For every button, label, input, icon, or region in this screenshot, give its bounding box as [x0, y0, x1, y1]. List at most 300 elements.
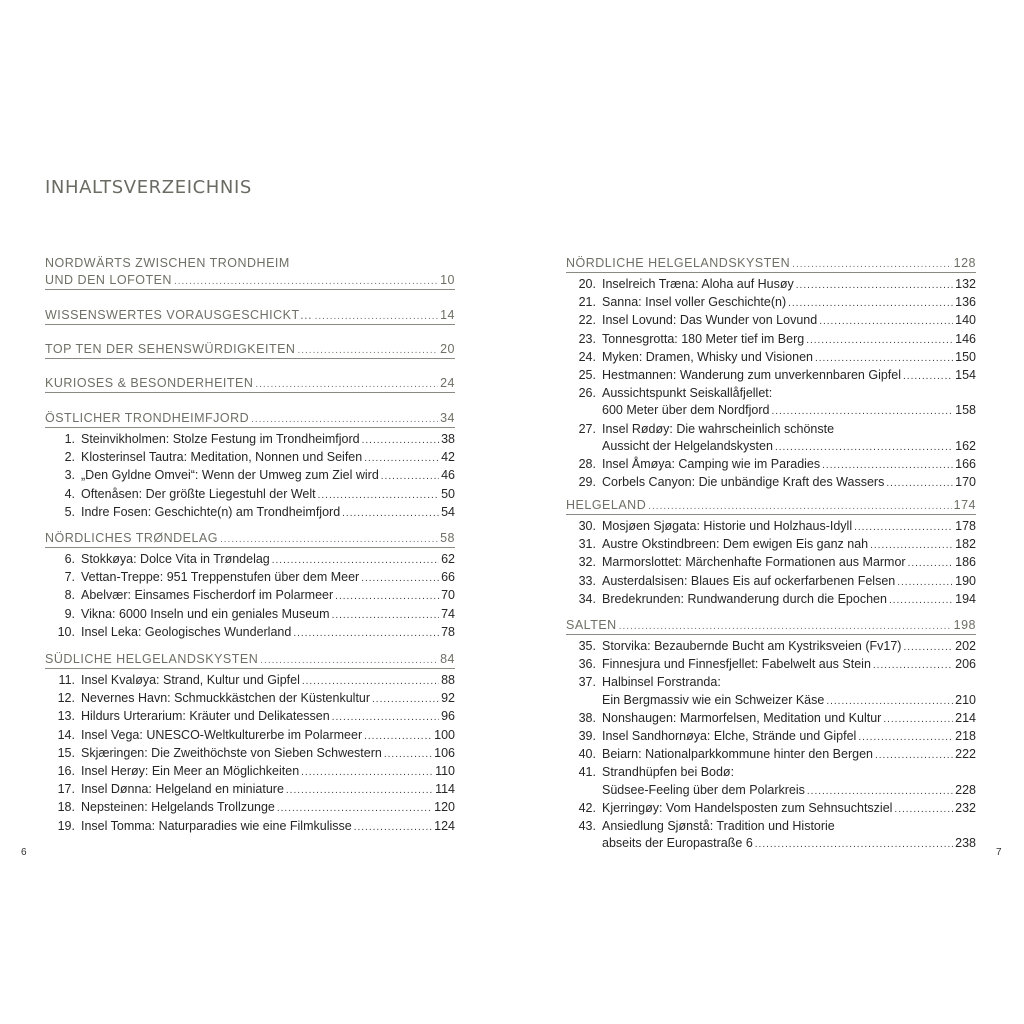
leader-dots	[648, 498, 951, 515]
entry-body	[602, 746, 976, 764]
entry-page-number: 46	[441, 468, 455, 483]
leader-dots	[384, 746, 432, 763]
entry-body	[81, 690, 455, 708]
entry-number: 14.	[57, 727, 75, 742]
toc-entry	[566, 294, 976, 312]
entry-page-number: 238	[955, 836, 976, 851]
entry-page-number: 140	[955, 313, 976, 328]
entry-line	[602, 674, 976, 691]
entry-number: 29.	[578, 475, 596, 490]
entry-text: Südsee-Feeling über dem Polarkreis	[602, 782, 805, 797]
section-heading	[45, 530, 455, 548]
entry-body	[81, 449, 455, 467]
toc-entry	[566, 818, 976, 853]
leader-dots	[362, 432, 439, 449]
entry-number: 26.	[578, 386, 596, 401]
section-heading-line: NORDWÄRTS ZWISCHEN TRONDHEIM	[45, 256, 290, 270]
entry-page-number: 186	[955, 555, 976, 570]
entry-number: 3.	[64, 468, 75, 483]
entry-page-number: 110	[435, 764, 455, 779]
toc-entry	[566, 385, 976, 420]
leader-dots	[873, 657, 953, 674]
entry-list	[566, 276, 976, 492]
toc-entry	[45, 727, 455, 745]
toc-section	[566, 497, 976, 609]
entry-text: Tonnesgrotta: 180 Meter tief im Berg	[602, 331, 805, 346]
entry-number: 18.	[57, 800, 75, 815]
entry-page-number: 214	[955, 710, 976, 725]
leader-dots	[819, 313, 953, 330]
toc-entry	[566, 638, 976, 656]
entry-body	[602, 294, 976, 312]
toc-entry	[566, 367, 976, 385]
section-heading-last-line	[45, 272, 455, 289]
section-page-number: 24	[440, 376, 455, 390]
entry-body	[81, 504, 455, 522]
toc-section	[45, 530, 455, 642]
entry-page-number: 162	[955, 438, 976, 453]
entry-text: Stokkøya: Dolce Vita in Trøndelag	[81, 552, 270, 566]
section-heading-text: TOP TEN DER SEHENSWÜRDIGKEITEN	[45, 342, 296, 356]
entry-page-number: 70	[441, 588, 455, 603]
entry-body	[602, 554, 976, 572]
entry-page-number: 114	[435, 782, 455, 797]
leader-dots	[807, 783, 953, 800]
toc-entry	[45, 672, 455, 690]
entry-line	[602, 818, 976, 835]
leader-dots	[889, 592, 953, 609]
leader-dots	[886, 475, 953, 492]
leader-dots	[775, 439, 953, 456]
entry-number: 20.	[578, 277, 596, 291]
leader-dots	[220, 531, 438, 548]
entry-number: 38.	[578, 710, 596, 725]
leader-dots	[619, 618, 952, 635]
entry-page-number: 100	[434, 727, 455, 742]
leader-dots	[771, 403, 953, 420]
entry-text: Myken: Dramen, Whisky und Visionen	[602, 349, 813, 364]
entry-line	[602, 800, 976, 818]
entry-body	[602, 367, 976, 385]
entry-number: 9.	[64, 606, 75, 621]
toc-entry	[566, 746, 976, 764]
entry-page-number: 206	[955, 657, 976, 672]
entry-body	[81, 467, 455, 485]
toc-section	[45, 651, 455, 836]
entry-number: 17.	[57, 782, 75, 797]
leader-dots	[272, 552, 439, 569]
entry-page-number: 132	[955, 277, 976, 291]
toc-entry	[45, 587, 455, 605]
entry-line	[81, 708, 455, 726]
toc-entry	[45, 624, 455, 642]
section-page-number: 198	[953, 618, 976, 632]
section-page-number: 34	[440, 411, 455, 425]
entry-body	[602, 638, 976, 656]
entry-body	[81, 799, 455, 817]
entry-page-number: 66	[441, 570, 455, 585]
entry-body	[602, 349, 976, 367]
entry-text: Austerdalsisen: Blaues Eis auf ockerfarbenen Felsen	[602, 573, 896, 588]
leader-dots	[297, 342, 438, 359]
section-page-number: 128	[953, 256, 976, 270]
entry-body	[602, 421, 976, 456]
leader-dots	[788, 295, 953, 312]
entry-body	[602, 536, 976, 554]
toc-entry	[566, 312, 976, 330]
toc-entry	[45, 690, 455, 708]
entry-page-number: 120	[434, 800, 455, 815]
leader-dots	[372, 691, 439, 708]
entry-body	[81, 431, 455, 449]
toc-entry	[45, 799, 455, 817]
entry-body	[81, 708, 455, 726]
entry-text: Nevernes Havn: Schmuckkästchen der Küstenkultur	[81, 691, 371, 706]
entry-page-number: 92	[441, 691, 455, 706]
toc-entry	[566, 518, 976, 536]
leader-dots	[903, 639, 953, 656]
leader-dots	[381, 468, 439, 485]
entry-page-number: 182	[955, 537, 976, 552]
entry-text: Storvika: Bezaubernde Bucht am Kystriksveien (Fv17)	[602, 639, 902, 653]
entry-number: 1.	[64, 432, 75, 446]
entry-text: Beiarn: Nationalparkkommune hinter den Bergen	[602, 747, 873, 762]
entry-text: Vikna: 6000 Inseln und ein geniales Museum	[81, 606, 330, 621]
section-heading-text: SÜDLICHE HELGELANDSKYSTEN	[45, 652, 259, 666]
entry-text: Abelvær: Einsames Fischerdorf im Polarmeer	[81, 588, 334, 603]
section-heading	[45, 375, 455, 393]
leader-dots	[796, 277, 953, 294]
entry-page-number: 166	[955, 457, 976, 472]
entry-body	[602, 818, 976, 853]
entry-body	[602, 385, 976, 420]
entry-text: Marmorslottet: Märchenhafte Formationen aus Marmor	[602, 555, 906, 570]
leader-dots	[315, 308, 439, 325]
toc-section	[45, 410, 455, 522]
entry-text: Corbels Canyon: Die unbändige Kraft des Wassers	[602, 475, 885, 490]
entry-page-number: 228	[955, 782, 976, 797]
section-heading	[566, 497, 976, 515]
toc-entry	[45, 781, 455, 799]
entry-text: Halbinsel Forstranda:	[602, 675, 721, 690]
entry-text: Nonshaugen: Marmorfelsen, Meditation und Kultur	[602, 710, 882, 725]
entry-line	[81, 486, 455, 504]
entry-number: 43.	[578, 819, 596, 834]
entry-text: Oftenåsen: Der größte Liegestuhl der Welt	[81, 486, 316, 501]
entry-page-number: 88	[441, 673, 455, 687]
entry-list	[45, 431, 455, 522]
entry-line	[602, 474, 976, 492]
entry-list	[45, 672, 455, 836]
entry-body	[602, 591, 976, 609]
toc-entry	[45, 606, 455, 624]
toc-section	[45, 307, 455, 325]
toc-entry	[566, 591, 976, 609]
page-title: INHALTSVERZEICHNIS	[45, 177, 252, 198]
entry-body	[81, 781, 455, 799]
leader-dots	[822, 457, 953, 474]
entry-body	[81, 818, 455, 836]
entry-number: 42.	[578, 800, 596, 815]
entry-line	[602, 638, 976, 656]
entry-number: 40.	[578, 747, 596, 762]
entry-line	[81, 606, 455, 624]
section-heading-text: KURIOSES & BESONDERHEITEN	[45, 376, 254, 390]
toc-entry	[566, 554, 976, 572]
toc-entry	[45, 569, 455, 587]
section-page-number: 174	[953, 498, 976, 512]
toc-entry	[566, 728, 976, 746]
entry-body	[602, 656, 976, 674]
section-heading-text: HELGELAND	[566, 498, 647, 512]
entry-number: 33.	[578, 573, 596, 588]
entry-page-number: 78	[441, 624, 455, 639]
entry-page-number: 210	[955, 692, 976, 707]
entry-line	[81, 467, 455, 485]
entry-number: 28.	[578, 457, 596, 472]
entry-line	[81, 551, 455, 569]
entry-page-number: 50	[441, 486, 455, 501]
entry-number: 24.	[578, 349, 596, 364]
leader-dots	[894, 801, 953, 818]
section-heading-text: NÖRDLICHES TRØNDELAG	[45, 531, 218, 545]
leader-dots	[815, 350, 953, 367]
entry-number: 11.	[58, 673, 75, 687]
section-heading	[566, 617, 976, 635]
leader-dots	[806, 332, 953, 349]
entry-page-number: 202	[955, 639, 976, 653]
entry-body	[81, 606, 455, 624]
entry-line	[602, 835, 976, 853]
leader-dots	[826, 693, 953, 710]
leader-dots	[870, 537, 953, 554]
leader-dots	[255, 376, 438, 393]
entry-number: 36.	[578, 657, 596, 672]
entry-page-number: 232	[955, 800, 976, 815]
entry-text: Finnesjura und Finnesfjellet: Fabelwelt aus Stein	[602, 657, 871, 672]
toc-entry	[566, 764, 976, 799]
entry-page-number: 54	[441, 504, 455, 519]
entry-line	[81, 818, 455, 836]
leader-dots	[293, 625, 439, 642]
toc-entry	[566, 456, 976, 474]
leader-dots	[251, 411, 438, 428]
leader-dots	[364, 450, 439, 467]
entry-number: 6.	[64, 552, 75, 566]
entry-number: 16.	[57, 764, 75, 779]
entry-text: Aussichtspunkt Seiskallåfjellet:	[602, 386, 773, 401]
entry-text: Aussicht der Helgelandskysten	[602, 438, 773, 453]
entry-line	[81, 431, 455, 449]
entry-text: Insel Dønna: Helgeland en miniature	[81, 782, 284, 797]
entry-line	[602, 710, 976, 728]
entry-list	[566, 638, 976, 853]
entry-line	[81, 745, 455, 763]
entry-line	[602, 728, 976, 746]
section-heading	[45, 410, 455, 428]
leader-dots	[335, 588, 439, 605]
toc-section	[566, 255, 976, 492]
entry-body	[81, 551, 455, 569]
entry-number: 8.	[64, 588, 75, 603]
entry-text: Insel Tomma: Naturparadies wie eine Filmkulisse	[81, 818, 352, 833]
entry-text: Sanna: Insel voller Geschichte(n)	[602, 295, 787, 310]
entry-page-number: 170	[955, 475, 976, 490]
entry-line	[602, 554, 976, 572]
entry-line	[602, 536, 976, 554]
entry-line	[602, 367, 976, 385]
entry-text: Bredekrunden: Rundwanderung durch die Epochen	[602, 591, 887, 606]
toc-entry	[566, 331, 976, 349]
entry-text: abseits der Europastraße 6	[602, 836, 753, 851]
entry-page-number: 178	[955, 519, 976, 533]
entry-line	[81, 781, 455, 799]
entry-line	[81, 449, 455, 467]
entry-line	[602, 746, 976, 764]
entry-page-number: 62	[441, 552, 455, 566]
leader-dots	[354, 819, 432, 836]
entry-line	[81, 504, 455, 522]
entry-text: Kjerringøy: Vom Handelsposten zum Sehnsuchtsziel	[602, 800, 893, 815]
entry-text: Ein Bergmassiv wie ein Schweizer Käse	[602, 692, 825, 707]
entry-body	[81, 763, 455, 781]
entry-line	[602, 656, 976, 674]
section-heading	[45, 651, 455, 669]
entry-body	[602, 518, 976, 536]
page-number-right: 7	[996, 847, 1002, 858]
toc-entry	[566, 710, 976, 728]
leader-dots	[908, 555, 954, 572]
entry-text: Ansiedlung Sjønstå: Tradition und Historie	[602, 819, 835, 834]
entry-number: 32.	[578, 555, 596, 570]
section-heading-text: ÖSTLICHER TRONDHEIMFJORD	[45, 411, 250, 425]
entry-list	[45, 551, 455, 642]
entry-body	[602, 331, 976, 349]
leader-dots	[903, 368, 953, 385]
entry-number: 10.	[57, 624, 75, 639]
entry-list	[566, 518, 976, 609]
leader-dots	[342, 505, 439, 522]
entry-text: Mosjøen Sjøgata: Historie und Holzhaus-Idyll	[602, 519, 853, 533]
entry-text: Strandhüpfen bei Bodø:	[602, 765, 735, 780]
leader-dots	[755, 836, 953, 853]
toc-entry	[45, 504, 455, 522]
entry-body	[602, 573, 976, 591]
toc-entry	[45, 431, 455, 449]
entry-line	[602, 764, 976, 781]
entry-number: 31.	[578, 537, 596, 552]
toc-entry	[45, 763, 455, 781]
entry-line	[602, 573, 976, 591]
section-page-number: 14	[440, 308, 455, 322]
entry-page-number: 158	[955, 403, 976, 418]
section-heading-text: WISSENSWERTES VORAUSGESCHICKT…	[45, 308, 313, 322]
entry-line	[81, 587, 455, 605]
entry-number: 35.	[578, 639, 596, 653]
page-number-left: 6	[21, 847, 27, 858]
entry-page-number: 42	[441, 450, 455, 465]
entry-number: 22.	[578, 313, 596, 328]
entry-page-number: 150	[955, 349, 976, 364]
entry-body	[81, 587, 455, 605]
entry-number: 4.	[64, 486, 75, 501]
entry-text: Nepsteinen: Helgelands Trollzunge	[81, 800, 275, 815]
section-page-number: 20	[440, 342, 455, 356]
entry-text: Skjæringen: Die Zweithöchste von Sieben Schwestern	[81, 745, 382, 760]
entry-page-number: 218	[955, 729, 976, 744]
section-heading-line: UND DEN LOFOTEN	[45, 273, 172, 287]
leader-dots	[286, 782, 433, 799]
entry-page-number: 74	[441, 606, 455, 621]
entry-page-number: 154	[955, 368, 976, 383]
entry-line	[602, 331, 976, 349]
entry-body	[81, 486, 455, 504]
entry-line	[602, 385, 976, 402]
leader-dots	[364, 728, 432, 745]
toc-entry	[566, 800, 976, 818]
leader-dots	[332, 709, 439, 726]
entry-number: 34.	[578, 591, 596, 606]
leader-dots	[332, 607, 440, 624]
entry-text: Insel Rødøy: Die wahrscheinlich schönste	[602, 421, 835, 436]
entry-number: 39.	[578, 729, 596, 744]
entry-text: Indre Fosen: Geschichte(n) am Trondheimfjord	[81, 504, 341, 519]
entry-number: 37.	[578, 675, 596, 690]
entry-body	[602, 800, 976, 818]
entry-body	[602, 276, 976, 294]
entry-page-number: 106	[434, 745, 455, 760]
toc-section	[566, 617, 976, 853]
entry-page-number: 136	[955, 295, 976, 310]
leader-dots	[361, 570, 439, 587]
toc-entry	[566, 656, 976, 674]
leader-dots	[875, 747, 953, 764]
toc-entry	[45, 449, 455, 467]
toc-section	[45, 341, 455, 359]
leader-dots	[277, 800, 432, 817]
entry-line	[602, 692, 976, 710]
entry-line	[81, 763, 455, 781]
leader-dots	[792, 256, 951, 273]
entry-text: Hildurs Urterarium: Kräuter und Delikatessen	[81, 709, 330, 724]
entry-line	[602, 591, 976, 609]
leader-dots	[174, 273, 438, 290]
entry-number: 23.	[578, 331, 596, 346]
leader-dots	[854, 519, 953, 536]
toc-entry	[45, 486, 455, 504]
entry-number: 5.	[64, 504, 75, 519]
toc-entry	[45, 551, 455, 569]
entry-page-number: 146	[955, 331, 976, 346]
toc-entry	[566, 349, 976, 367]
entry-line	[602, 456, 976, 474]
entry-line	[602, 518, 976, 536]
entry-number: 21.	[578, 295, 596, 310]
entry-body	[81, 727, 455, 745]
section-heading	[45, 341, 455, 359]
entry-text: Insel Lovund: Das Wunder von Lovund	[602, 313, 818, 328]
entry-number: 41.	[578, 765, 596, 780]
entry-line	[602, 294, 976, 312]
entry-body	[602, 312, 976, 330]
entry-line	[602, 349, 976, 367]
entry-page-number: 124	[434, 818, 455, 833]
entry-text: „Den Gyldne Omvei“: Wenn der Umweg zum Ziel wird	[81, 468, 379, 483]
entry-page-number: 38	[441, 432, 455, 446]
entry-page-number: 190	[955, 573, 976, 588]
entry-text: Hestmannen: Wanderung zum unverkennbaren Gipfel	[602, 368, 902, 383]
entry-number: 25.	[578, 368, 596, 383]
